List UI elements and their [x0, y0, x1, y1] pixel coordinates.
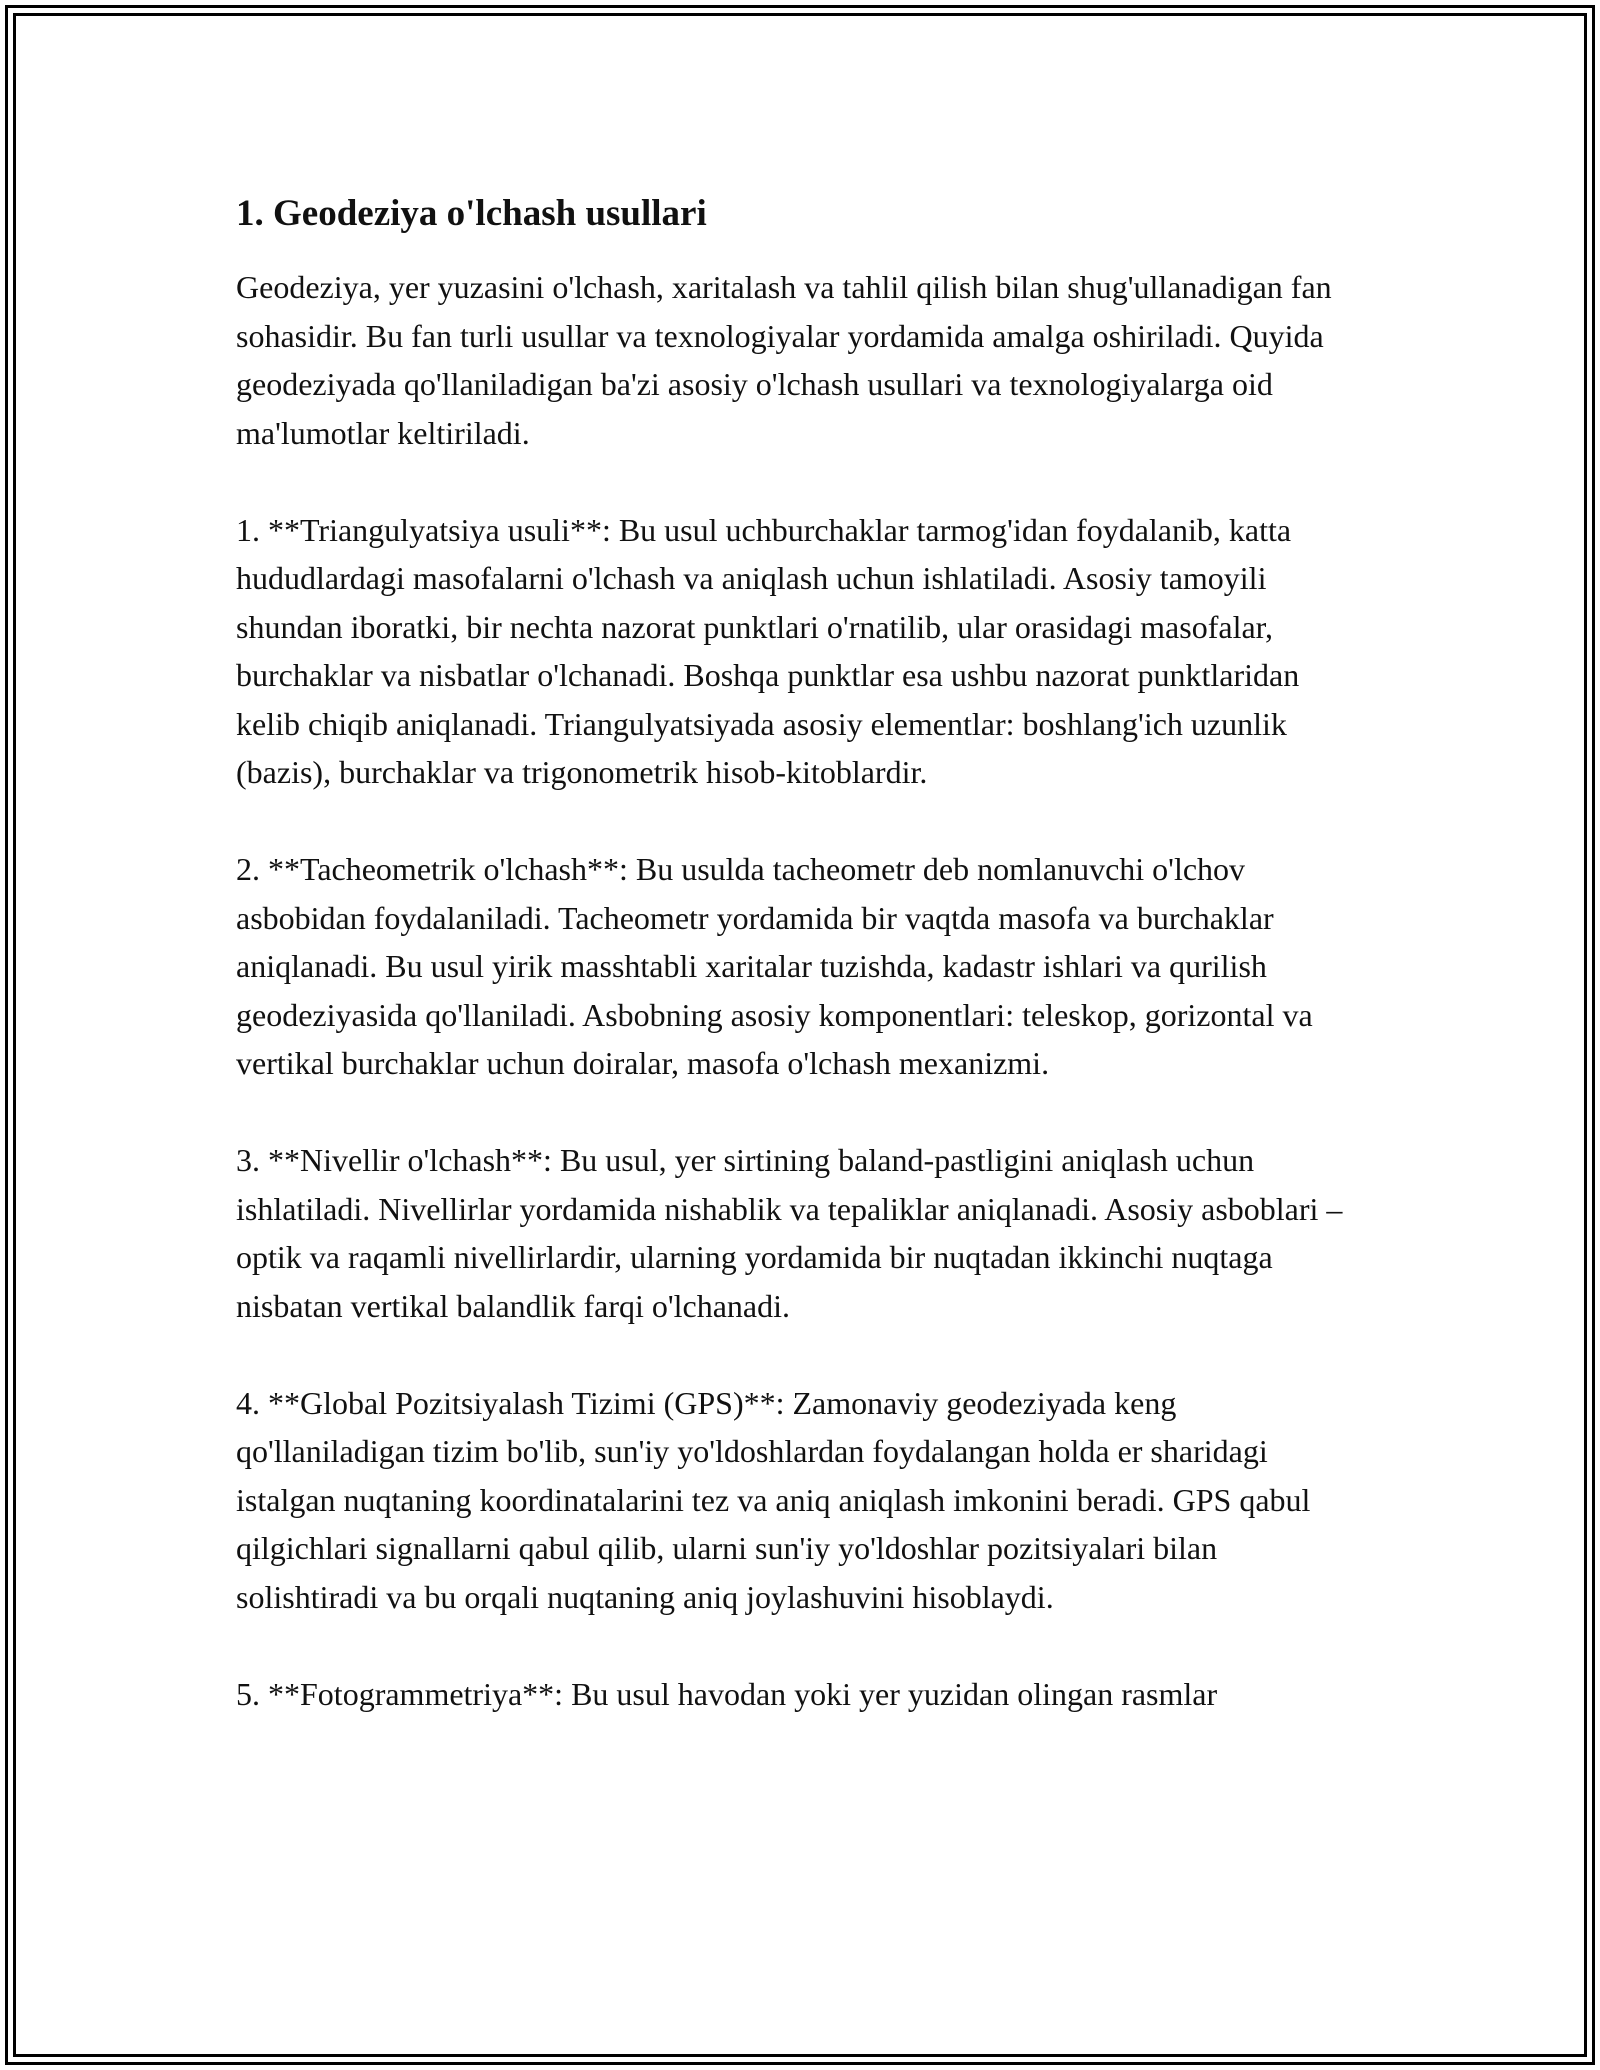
paragraph-triangulation: 1. **Triangulyatsiya usuli**: Bu usul uchburchaklar tarmog'idan foydalanib, katta hududlardagi masofalarni o'lchash va aniqlash uchun ishlatiladi. Asosiy tamoyili shundan iboratki, bir nechta nazorat punktlari o'rnatilib, ular orasidagi masofalar, burchaklar va nisbatlar o'lchanadi. Boshqa punktlar esa ushbu nazorat punktlaridan kelib chiqib aniqlanadi. Triangulyatsiyada asosiy elementlar: boshlang'ich uzunlik (bazis), burchaklar va trigonometrik hisob-kitoblardir. [236, 511, 1300, 790]
paragraph-intro: Geodeziya, yer yuzasini o'lchash, xaritalash va tahlil qilish bilan shug'ullanadigan fan sohasidir. Bu fan turli usullar va texnologiyalar yordamida amalga oshiriladi. Quyida geodeziyada qo'llaniladigan ba'zi asosiy o'lchash usullari va texnologiyalarga oid ma'lumotlar keltiriladi. [236, 269, 1332, 451]
document-title: 1. Geodeziya o'lchash usullari [236, 193, 707, 234]
document-body [236, 190, 1366, 1767]
paragraph-levelling: 3. **Nivellir o'lchash**: Bu usul, yer sirtining baland-pastligini aniqlash uchun ishlatiladi. Nivellirlar yordamida nishablik va tepaliklar aniqlanadi. Asosiy asboblari – optik va raqamli nivellirlardir, ularning yordamida bir nuqtadan ikkinchi nuqtaga nisbatan vertikal balandlik farqi o'lchanadi. [236, 1142, 1343, 1324]
paragraph-gps: 4. **Global Pozitsiyalash Tizimi (GPS)**: Zamonaviy geodeziyada keng qo'llaniladigan tizim bo'lib, sun'iy yo'ldoshlardan foydalangan holda er sharidagi istalgan nuqtaning koordinatalarini tez va aniq aniqlash imkonini beradi. GPS qabul qilgichlari signallarni qabul qilib, ularni sun'iy yo'ldoshlar pozitsiyalari bilan solishtiradi va bu orqali nuqtaning aniq joylashuvini hisoblaydi. [236, 1384, 1311, 1615]
paragraph-photogrammetry: 5. **Fotogrammetriya**: Bu usul havodan yoki yer yuzidan olingan rasmlar [236, 1675, 1218, 1712]
paragraph-tacheometry: 2. **Tacheometrik o'lchash**: Bu usulda tacheometr deb nomlanuvchi o'lchov asbobidan foydalaniladi. Tacheometr yordamida bir vaqtda masofa va burchaklar aniqlanadi. Bu usul yirik masshtabli xaritalar tuzishda, kadastr ishlari va qurilish geodeziyasida qo'llaniladi. Asbobning asosiy komponentlari: teleskop, gorizontal va vertikal burchaklar uchun doiralar, masofa o'lchash mexanizmi. [236, 851, 1313, 1081]
